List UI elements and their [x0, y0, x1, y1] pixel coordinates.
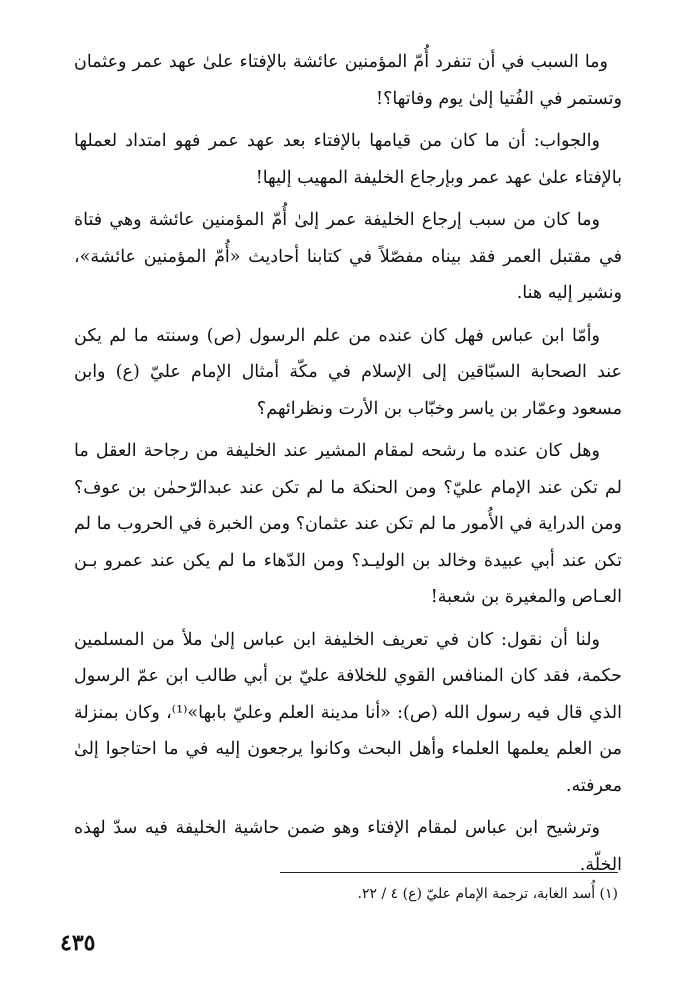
paragraph-4: وأمّا ابن عباس فهل كان عنده من علم الرسول (ص) وسنته ما لم يكن عند الصحابة السبّاقين إلى الإسلام في مكّة أمثال الإمام عليّ (ع) وابن مسعود وعمّار بن ياسر وخبّاب بن الأرت ونظرائهم؟ — [74, 325, 622, 419]
paragraph-5: وهل كان عنده ما رشحه لمقام المشير عند الخليفة من رجاحة العقل ما لم تكن عند الإمام عليّ؟ ومن الحنكة ما لم تكن عند عبدالرّحمٰن بن عوف؟ ومن الدراية في الأُمور ما لم تكن عند عثمان؟ ومن الخبرة في الحروب ما لم تكن عند أبي عبيدة وخالد بن الوليـد؟ ومن الدّهاء ما لم يكن عند عمرو بـن العـاص والمغيرة بن شعبة! — [74, 441, 622, 607]
paragraph-2: والجواب: أن ما كان من قيامها بالإفتاء بعد عهد عمر فهو امتداد لعملها بالإفتاء علىٰ عهد عمر وبإرجاع الخليفة المهيب إليها! — [74, 131, 622, 188]
footnote-divider — [280, 872, 618, 873]
footnote: (١) أُسد الغابة، ترجمة الإمام عليّ (ع) ٤ / ٢٢. — [357, 886, 618, 902]
paragraph-6: ولنا أن نقول: كان في تعريف الخليفة ابن عباس إلىٰ ملأ من المسلمين حكمة، فقد كان المنافس القوي للخلافة عليّ بن أبي طالب ابن عمّ الرسول الذي قال فيه رسول الله (ص): «أنا مدينة العلم وعليّ بابها»⁽¹⁾، وكان بمنزلة من العلم يعلمها العلماء وأهل البحث وكانوا يرجعون إليه في ما احتاجوا إلىٰ معرفته. — [74, 629, 622, 796]
page-number: ٤٣٥ — [60, 930, 96, 956]
paragraph-1: وما السبب في أن تنفرد أُمّ المؤمنين عائشة بالإفتاء علىٰ عهد عمر وعثمان وتستمر في الفُتيا إلىٰ يوم وفاتها؟! — [74, 52, 622, 109]
paragraph-3: وما كان من سبب إرجاع الخليفة عمر إلىٰ أُمّ المؤمنين عائشة وهي فتاة في مقتبل العمر فقد بيناه مفصّلاً في كتابنا أحاديث «أُمّ المؤمنين عائشة»، ونشير إليه هنا. — [74, 210, 622, 303]
body-text — [74, 44, 622, 889]
paragraph-7: وترشيح ابن عباس لمقام الإفتاء وهو ضمن حاشية الخليفة فيه سدّ لهذه الخلّة. — [74, 818, 622, 875]
